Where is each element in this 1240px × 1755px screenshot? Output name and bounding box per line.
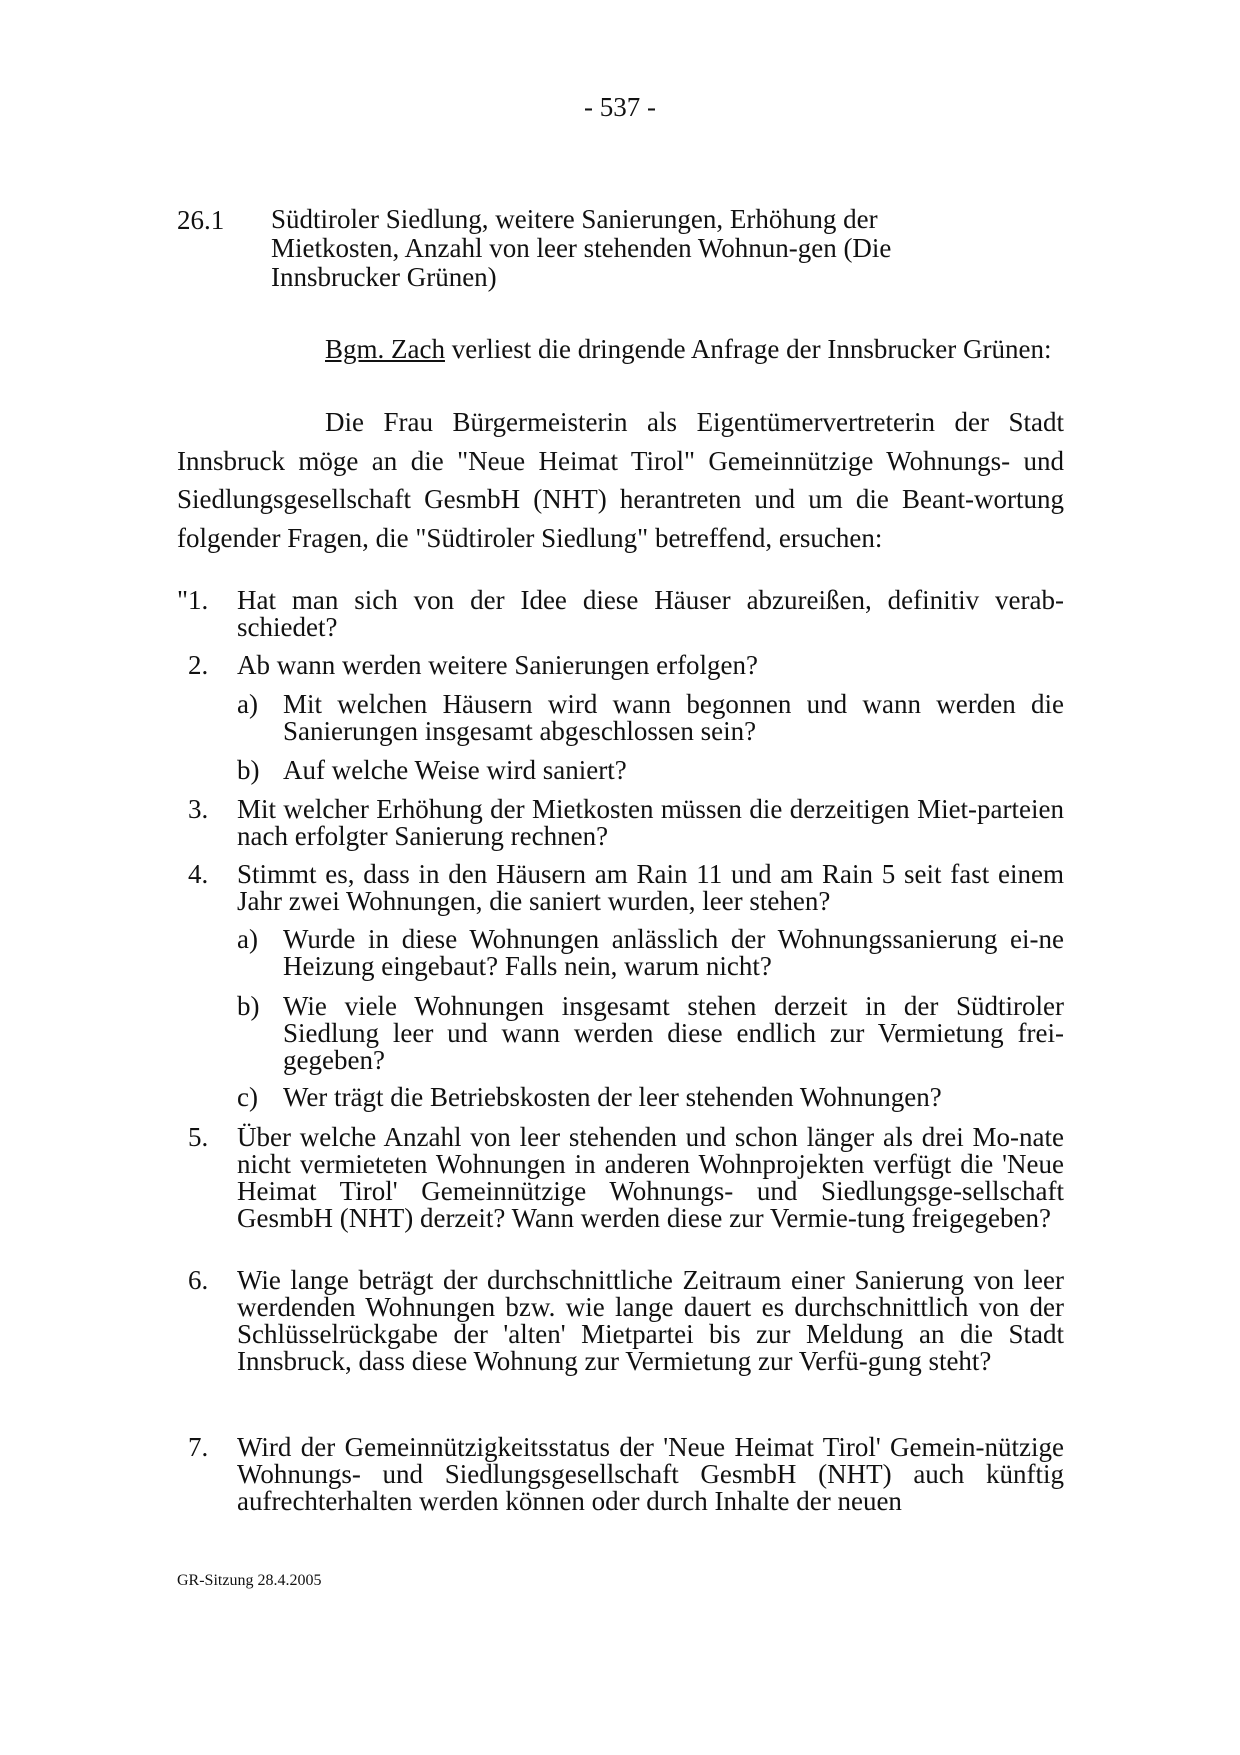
subquestion-letter: b): [237, 755, 260, 785]
intro-text: verliest die dringende Anfrage der Innsbrucker Grünen:: [444, 334, 1052, 364]
body-paragraph: Die Frau Bürgermeisterin als Eigentümervertreterin der Stadt Innsbruck möge an die "Neue Heimat Tirol" Gemeinnützige Wohnungs- und Siedlungsgesellschaft GesmbH (NHT) herantreten und um die Beant-wortung folgender Fragen, die "Südtiroler Siedlung" betreffend, ersuchen:: [177, 407, 1064, 553]
question-text: Über welche Anzahl von leer stehenden und schon länger als drei Mo-nate nicht vermieteten Wohnungen in anderen Wohnprojekten verfügt die 'Neue Heimat Tirol' Gemeinnützige Wohnungs- und Siedlungsge-sellschaft GesmbH (NHT) derzeit? Wann werden diese zur Vermie-tung freigegeben?: [237, 1122, 1064, 1233]
subquestion-text: Wie viele Wohnungen insgesamt stehen derzeit in der Südtiroler Siedlung leer und wann werden diese endlich zur Vermietung frei-gegeben?: [283, 991, 1064, 1075]
question-number: 7.: [188, 1432, 209, 1462]
subquestion-text: Auf welche Weise wird saniert?: [283, 755, 627, 785]
question-text: Wird der Gemeinnützigkeitsstatus der 'Neue Heimat Tirol' Gemein-nützige Wohnungs- und Siedlungsgesellschaft GesmbH (NHT) auch künftig aufrechterhalten werden können oder durch Inhalte der neuen: [237, 1432, 1064, 1516]
page-footer: GR-Sitzung 28.4.2005: [177, 1572, 322, 1589]
question-text: Ab wann werden weitere Sanierungen erfolgen?: [237, 650, 759, 680]
subquestion-text: Mit welchen Häusern wird wann begonnen und wann werden die Sanierungen insgesamt abgeschlossen sein?: [283, 689, 1064, 746]
subquestion-letter: c): [237, 1082, 258, 1112]
question-text: Mit welcher Erhöhung der Mietkosten müssen die derzeitigen Miet-parteien nach erfolgter Sanierung rechnen?: [237, 794, 1064, 851]
subquestion-letter: a): [237, 689, 258, 719]
question-number: "1.: [177, 585, 209, 615]
question-text: Hat man sich von der Idee diese Häuser abzureißen, definitiv verab-schiedet?: [237, 585, 1064, 642]
section-title: Südtiroler Siedlung, weitere Sanierungen, Erhöhung der Mietkosten, Anzahl von leer stehenden Wohnun-gen (Die Innsbrucker Grünen): [271, 204, 892, 292]
subquestion-text: Wurde in diese Wohnungen anlässlich der Wohnungssanierung ei-ne Heizung eingebaut? Falls nein, warum nicht?: [283, 924, 1064, 981]
question-text: Wie lange beträgt der durchschnittliche Zeitraum einer Sanierung von leer werdenden Wohnungen bzw. wie lange dauert es durchschnittlich von der Schlüsselrückgabe der 'alten' Mietpartei bis zur Meldung an die Stadt Innsbruck, dass diese Wohnung zur Vermietung zur Verfü-gung steht?: [237, 1265, 1064, 1376]
question-number: 4.: [188, 859, 209, 889]
question-number: 6.: [188, 1265, 209, 1295]
speaker-name: Bgm. Zach: [325, 334, 445, 364]
question-number: 2.: [188, 650, 209, 680]
subquestion-letter: b): [237, 991, 260, 1021]
question-number: 3.: [188, 794, 209, 824]
page-number: - 537 -: [584, 92, 656, 122]
subquestion-text: Wer trägt die Betriebskosten der leer stehenden Wohnungen?: [283, 1082, 942, 1112]
section-number: 26.1: [177, 205, 225, 235]
question-text: Stimmt es, dass in den Häusern am Rain 11 und am Rain 5 seit fast einem Jahr zwei Wohnungen, die saniert wurden, leer stehen?: [237, 859, 1064, 916]
intro-paragraph: [177, 328, 1064, 371]
subquestion-letter: a): [237, 924, 258, 954]
question-number: 5.: [188, 1122, 209, 1152]
